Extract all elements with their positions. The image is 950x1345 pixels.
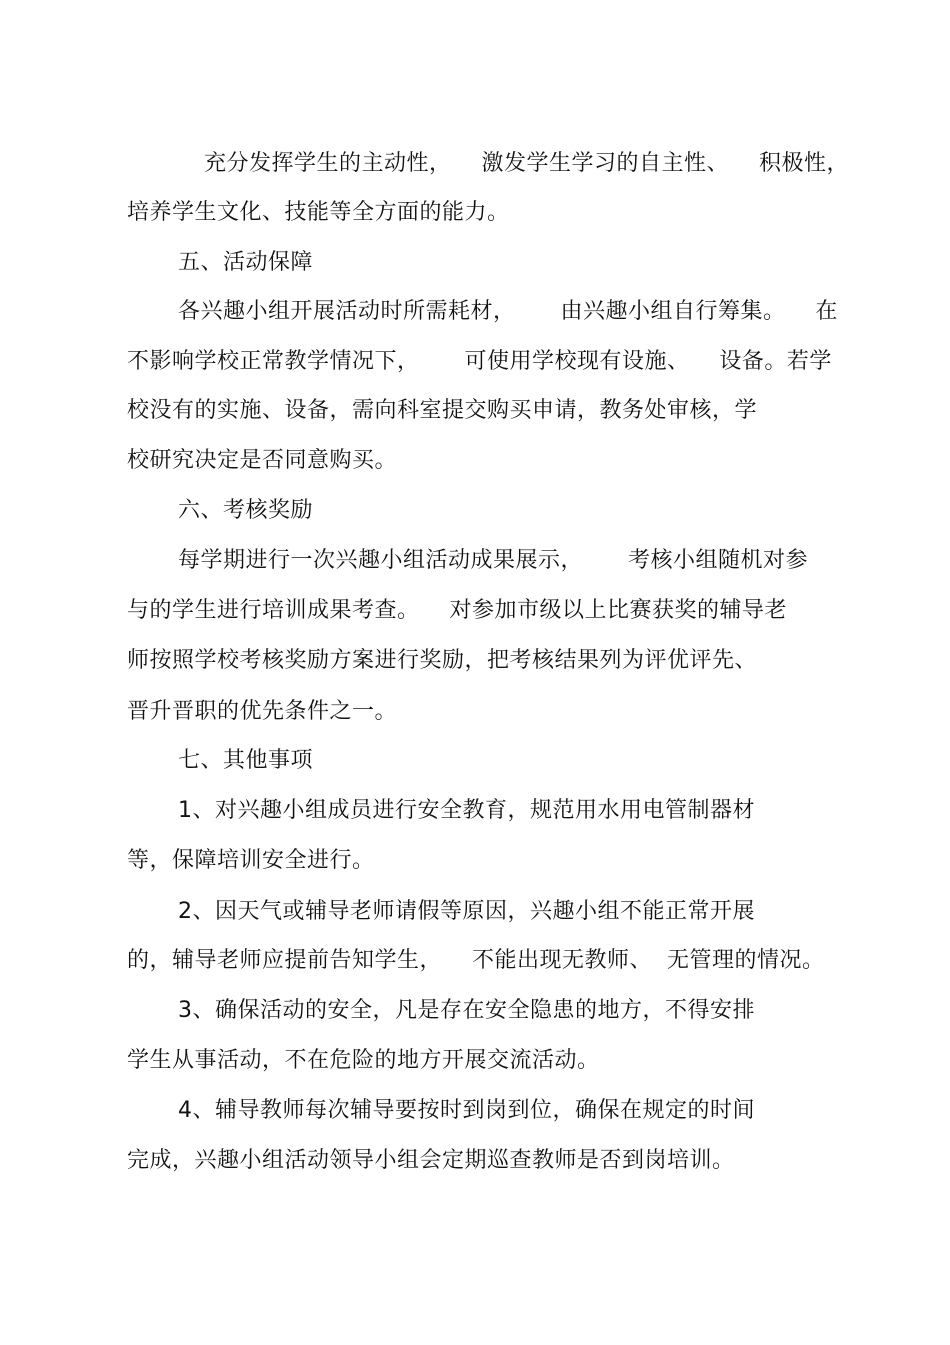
section-heading: 六、考核奖励 [178, 498, 314, 523]
paragraph-line: 每学期进行一次兴趣小组活动成果展示， 考核小组随机对参 [178, 548, 808, 573]
list-item-line: 2、因天气或辅导老师请假等原因，兴趣小组不能正常开展 [178, 899, 755, 924]
list-item-line: 的，辅导老师应提前告知学生， 不能出现无教师、 无管理的情况。 [127, 948, 825, 973]
list-item-line: 完成，兴趣小组活动领导小组会定期巡查教师是否到岗培训。 [127, 1148, 735, 1173]
paragraph-line: 与的学生进行培训成果考查。 对参加市级以上比赛获奖的辅导老 [127, 598, 787, 623]
list-item-line: 等，保障培训安全进行。 [127, 848, 375, 873]
list-item-line: 3、确保活动的安全，凡是存在安全隐患的地方，不得安排 [178, 998, 755, 1023]
paragraph-line: 培养学生文化、技能等全方面的能力。 [127, 200, 510, 225]
paragraph-line: 校没有的实施、设备，需向科室提交购买申请，教务处审核，学 [127, 398, 758, 423]
section-heading: 五、活动保障 [178, 250, 314, 275]
list-item-line: 1、对兴趣小组成员进行安全教育，规范用水用电管制器材 [178, 798, 755, 823]
paragraph-line: 校研究决定是否同意购买。 [127, 448, 398, 473]
paragraph-line: 各兴趣小组开展活动时所需耗材， 由兴趣小组自行筹集。 在 [178, 299, 838, 324]
list-item-line: 4、辅导教师每次辅导要按时到岗到位，确保在规定的时间 [178, 1098, 755, 1123]
paragraph-line: 师按照学校考核奖励方案进行奖励，把考核结果列为评优评先、 [127, 648, 758, 673]
paragraph-line: 不影响学校正常教学情况下， 可使用学校现有设施、 设备。若学 [127, 349, 832, 374]
paragraph-line: 晋升晋职的优先条件之一。 [127, 699, 398, 724]
list-item-line: 学生从事活动，不在危险的地方开展交流活动。 [127, 1048, 600, 1073]
paragraph-line: 充分发挥学生的主动性， 激发学生学习的自主性、 积极性， [204, 151, 849, 176]
section-heading: 七、其他事项 [178, 748, 314, 773]
